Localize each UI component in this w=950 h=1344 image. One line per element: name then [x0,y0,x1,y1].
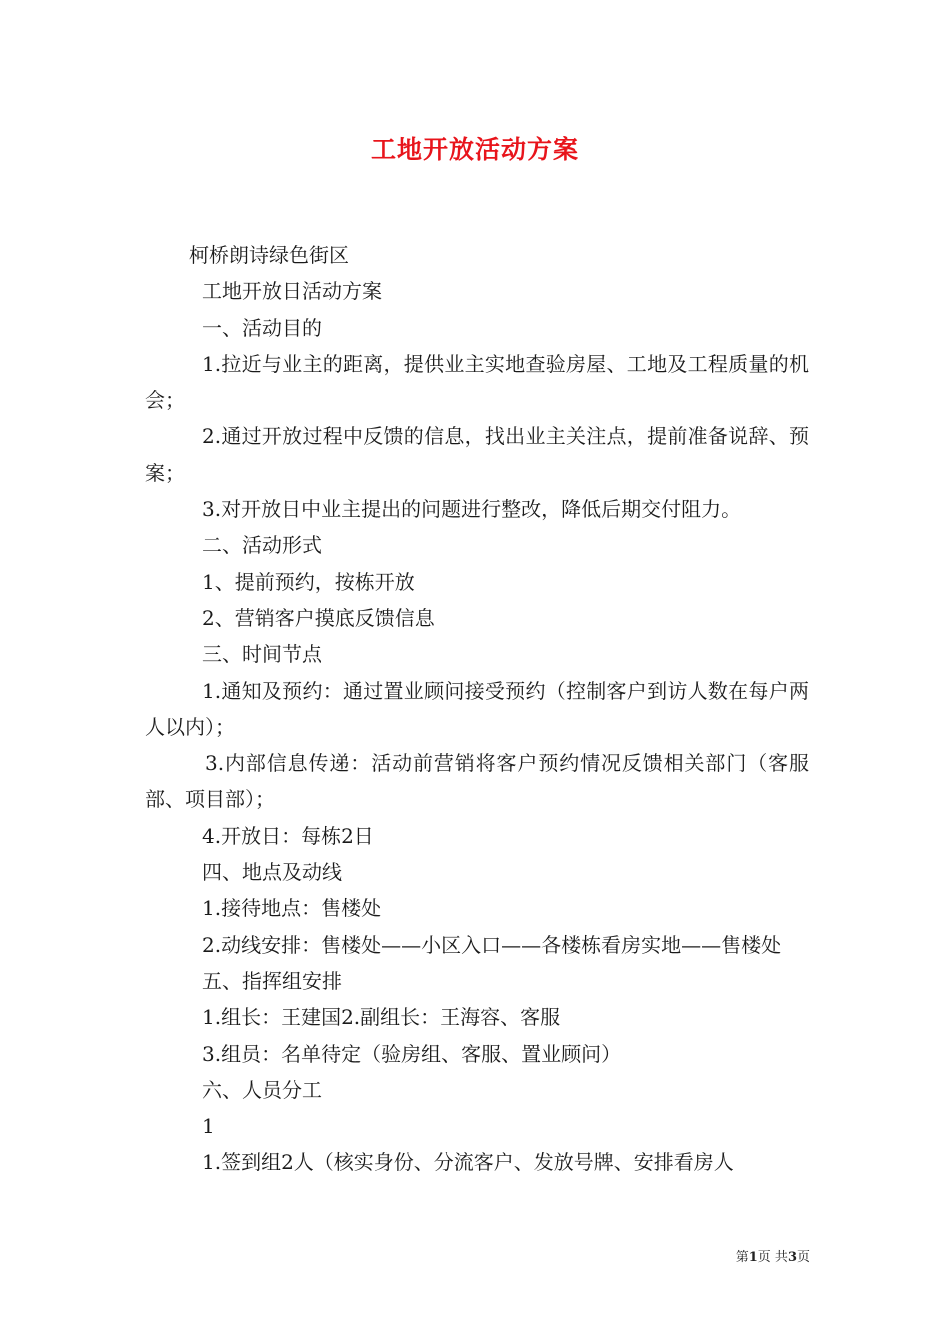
paragraph-project-name: 柯桥朗诗绿色街区 [189,243,349,267]
paragraph-subtitle: 工地开放日活动方案 [202,279,382,304]
paragraph-purpose-1: 1.拉近与业主的距离，提供业主实地查验房屋、工地及工程质量的机会； [145,351,809,413]
footer-total-pages: 3 [787,1250,797,1265]
page-footer [736,1246,810,1265]
section-heading-location: 四、地点及动线 [202,860,342,885]
paragraph-purpose-3: 3.对开放日中业主提出的问题进行整改，降低后期交付阻力。 [202,497,742,522]
paragraph-staffing-1: 1.签到组2人（核实身份、分流客户、发放号牌、安排看房人 [202,1150,734,1175]
footer-middle: 页 共 [757,1250,788,1265]
footer-page-number: 1 [748,1250,758,1265]
paragraph-purpose-2: 2.通过开放过程中反馈的信息，找出业主关注点，提前准备说辞、预案； [145,424,809,485]
paragraph-format-2: 2、营销客户摸底反馈信息 [202,605,435,630]
paragraph-command-1: 1.组长：王建国2.副组长：王海容、客服 [202,1005,561,1030]
paragraph-format-1: 1、提前预约，按栋开放 [202,569,415,594]
section-heading-command: 五、指挥组安排 [202,968,342,993]
paragraph-timeline-1: 1.通知及预约：通过置业顾问接受预约（控制客户到访人数在每户两人以内）； [145,678,809,739]
document-title: 工地开放活动方案 [370,135,579,164]
paragraph-timeline-4: 4.开放日：每栋2日 [202,823,374,848]
section-heading-timeline: 三、时间节点 [202,642,322,667]
paragraph-location-2: 2.动线安排：售楼处——小区入口——各楼栋看房实地——售楼处 [202,932,782,957]
paragraph-location-1: 1.接待地点：售楼处 [202,896,382,921]
footer-prefix: 第 [735,1250,749,1265]
paragraph-number: 1 [202,1114,215,1139]
paragraph-timeline-3: 3.内部信息传递：活动前营销将客户预约情况反馈相关部门（客服部、项目部）； [145,751,809,812]
section-heading-purpose: 一、活动目的 [202,315,322,340]
document-body [145,237,809,1181]
section-heading-format: 二、活动形式 [202,533,322,558]
section-heading-staffing: 六、人员分工 [202,1077,322,1102]
footer-suffix: 页 [796,1250,810,1265]
paragraph-command-3: 3.组员：名单待定（验房组、客服、置业顾问） [202,1041,622,1066]
